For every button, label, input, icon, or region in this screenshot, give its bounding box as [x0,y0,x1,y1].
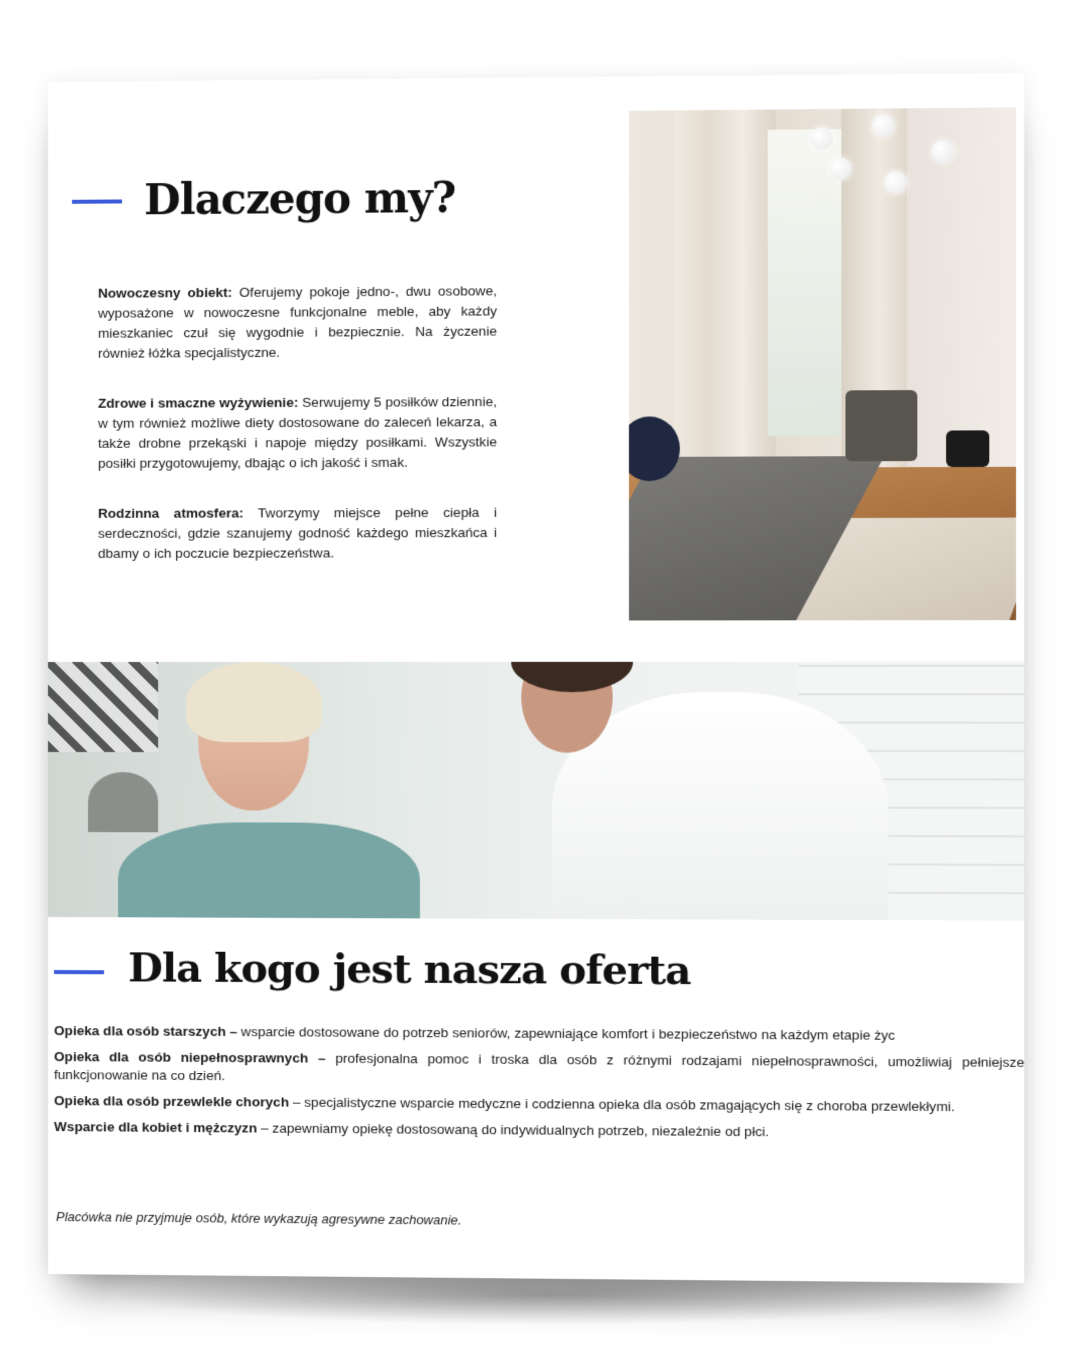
chandelier-bulb [811,127,834,149]
offer-label: Wsparcie dla kobiet i mężczyzn [53,1119,258,1136]
section2-heading: Dla kogo jest nasza oferta [128,944,691,995]
stool [946,430,989,467]
chandelier-bulb [829,157,852,179]
section1-accent-line [72,199,122,203]
chandelier-bulb [872,115,895,137]
pendant-lamp [88,772,158,832]
chandelier-bulb [884,171,907,193]
admission-note: Placówka nie przyjmuje osób, które wykazują agresywne zachowanie. [55,1209,462,1228]
senior-woman-hair [186,662,322,742]
caregiver-photo [48,662,1024,921]
chandelier-bulb [932,140,955,162]
feature-paragraph [98,392,497,474]
feature-label: Zdrowe i smaczne wyżywienie: [98,394,299,411]
offer-item [54,1092,1024,1117]
offer-item [54,1118,1024,1143]
section1-body [98,281,497,586]
offer-text: – zapewniamy opiekę dostosowaną do indywidualnych potrzeb, niezależnie od płci. [257,1120,769,1140]
feature-label: Rodzinna atmosfera: [98,505,244,521]
section2-accent-line [54,970,104,974]
curtain-left [675,110,775,478]
offer-item [54,1048,1024,1090]
armchair [845,390,917,461]
feature-text: Oferujemy pokoje jedno-, dwu osobowe, wyposażone w nowoczesne funkcjonalne meble, aby każdy mieszkaniec czuł się wygodnie i bezpiecznie. Na życzenie również łóżka specjalistyczne. [98,283,497,361]
senior-woman [118,822,420,921]
offer-label: Opieka dla osób przewlekle chorych [53,1093,289,1110]
decorative-pattern [48,662,158,752]
room-photo [629,107,1016,620]
offer-text: – specjalistyczne wsparcie medyczne i codzienna opieka dla osób zmagających się z choroba przewlekłymi. [288,1094,955,1115]
offer-label: Opieka dla osób starszych – [53,1023,238,1040]
section1-heading: Dlaczego my? [144,172,456,225]
offer-text: profesjonalna pomoc i troska dla osób z różnymi rodzajami niepełnosprawności, umożliwiaj pełniejsze funkcjonowanie na co dzień. [53,1050,1025,1084]
offer-list [54,1022,1024,1151]
offer-label: Opieka dla osób niepełnosprawnych – [53,1049,326,1066]
feature-text: Serwujemy 5 posiłków dziennie, w tym również możliwe diety dostosowane do zaleceń lekarza, a także drobne przekąski i napoje między posiłkami. Wszystkie posiłki przygotowujemy, dbając o ich jakość i smak. [98,393,497,471]
feature-text: Tworzymy miejsce pełne ciepła i serdeczności, gdzie szanujemy godność każdego mieszkańca i dbamy o ich poczucie bezpieczeństwa. [98,504,497,561]
offer-text: wsparcie dostosowane do potrzeb seniorów, zapewniające komfort i bezpieczeństwo na każdym etapie życ [237,1024,896,1043]
feature-paragraph [98,503,497,564]
feature-label: Nowoczesny obiekt: [98,284,233,301]
offer-item [54,1022,1024,1046]
feature-paragraph [98,281,497,364]
brochure-page [48,73,1024,1283]
